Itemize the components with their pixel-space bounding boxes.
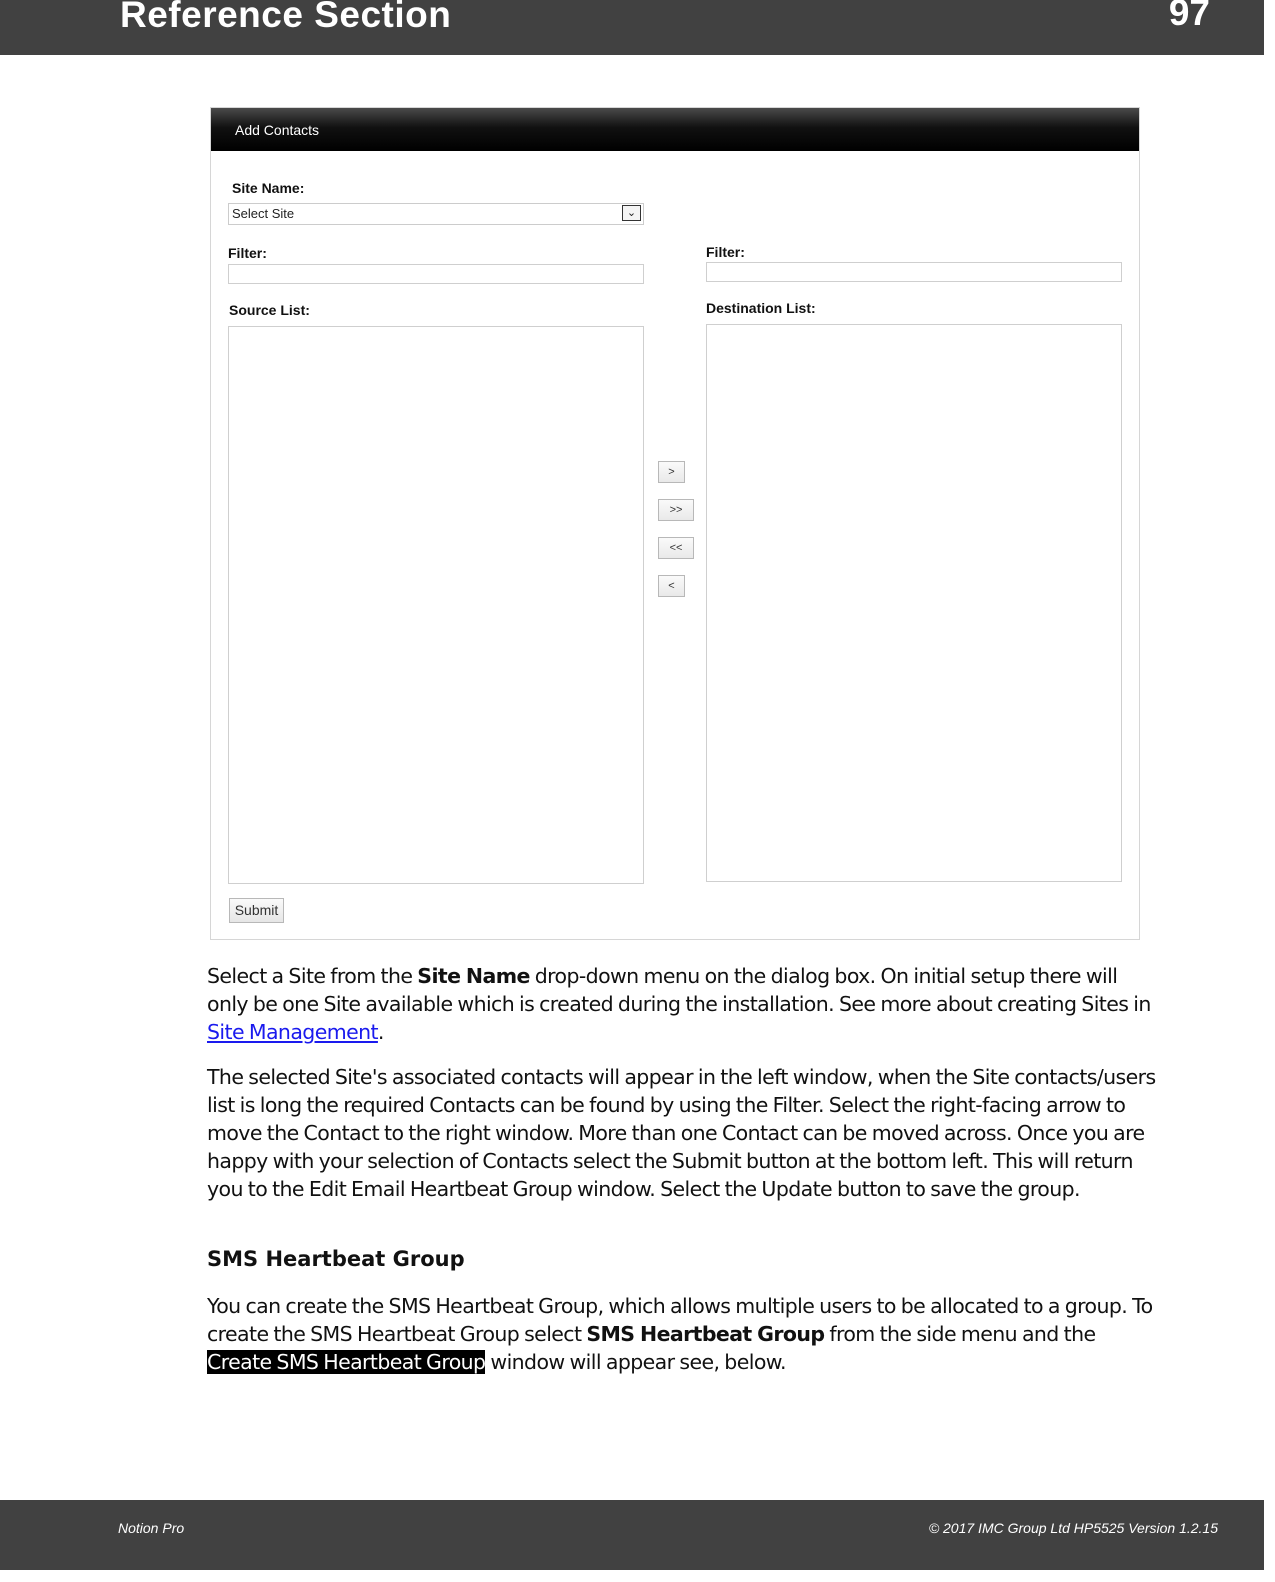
chevron-down-icon[interactable]: ⌄ — [622, 205, 641, 221]
text-run: from the side menu and the — [824, 1322, 1096, 1346]
filter-left-input[interactable] — [228, 264, 644, 284]
filter-left-label: Filter: — [228, 245, 267, 261]
paragraph-sms-heartbeat — [207, 1292, 1157, 1376]
paragraph-site-selection — [207, 962, 1157, 1046]
move-right-button[interactable]: > — [658, 461, 685, 483]
paragraph-contacts: The selected Site's associated contacts will appear in the left window, when the Site contacts/users list is long the required Contacts can be found by using the Filter. Select the right-facing arrow to move the Contact to the right window. More than one Contact can be moved across. Once you are happy with your selection of Contacts select the Submit button at the bottom left. This will return you to the Edit Email Heartbeat Group window. Select the Update button to save the group. — [207, 1065, 1156, 1201]
site-name-select[interactable] — [228, 203, 644, 225]
site-management-link[interactable]: Site Management — [207, 1020, 378, 1044]
destination-list[interactable] — [706, 324, 1122, 882]
dialog-titlebar — [211, 108, 1139, 151]
source-list-label: Source List: — [229, 302, 310, 318]
text-run: You can create the SMS Heartbeat Group, which allows multiple users to be allocated to a group. To create the SMS Heartbeat Group select — [207, 1294, 1153, 1346]
site-select-value: Select Site — [232, 206, 295, 221]
page-number: 97 — [1168, 0, 1210, 33]
move-all-right-button[interactable]: >> — [658, 499, 694, 521]
destination-list-label: Destination List: — [706, 300, 816, 316]
source-list[interactable] — [228, 326, 644, 884]
section-heading: SMS Heartbeat Group — [207, 1247, 465, 1271]
section-title: Reference Section — [120, 0, 452, 35]
footer-product: Notion Pro — [118, 1520, 185, 1536]
bold-run: SMS Heartbeat Group — [586, 1322, 825, 1346]
footer-copyright: © 2017 IMC Group Ltd HP5525 Version 1.2.15 — [928, 1520, 1218, 1536]
filter-right-label: Filter: — [706, 244, 745, 260]
move-left-button[interactable]: < — [658, 575, 685, 597]
highlighted-text: Create SMS Heartbeat Group — [207, 1350, 486, 1374]
text-run: Select a Site from the — [207, 964, 418, 988]
move-all-left-button[interactable]: << — [658, 537, 694, 559]
site-name-label: Site Name: — [232, 180, 305, 196]
add-contacts-dialog — [210, 107, 1140, 940]
page-footer — [0, 1500, 1264, 1570]
bold-run: Site Name — [417, 964, 530, 988]
dialog-title: Add Contacts — [235, 122, 320, 138]
submit-button[interactable]: Submit — [229, 898, 284, 923]
page-header — [0, 0, 1264, 55]
text-run: . — [377, 1020, 384, 1044]
text-run: window will appear see, below. — [485, 1350, 786, 1374]
filter-right-input[interactable] — [706, 262, 1122, 282]
text-run: drop-down menu on the dialog box. On initial setup there will only be one Site available which is created during the installation. See more about creating Sites in — [207, 964, 1151, 1016]
